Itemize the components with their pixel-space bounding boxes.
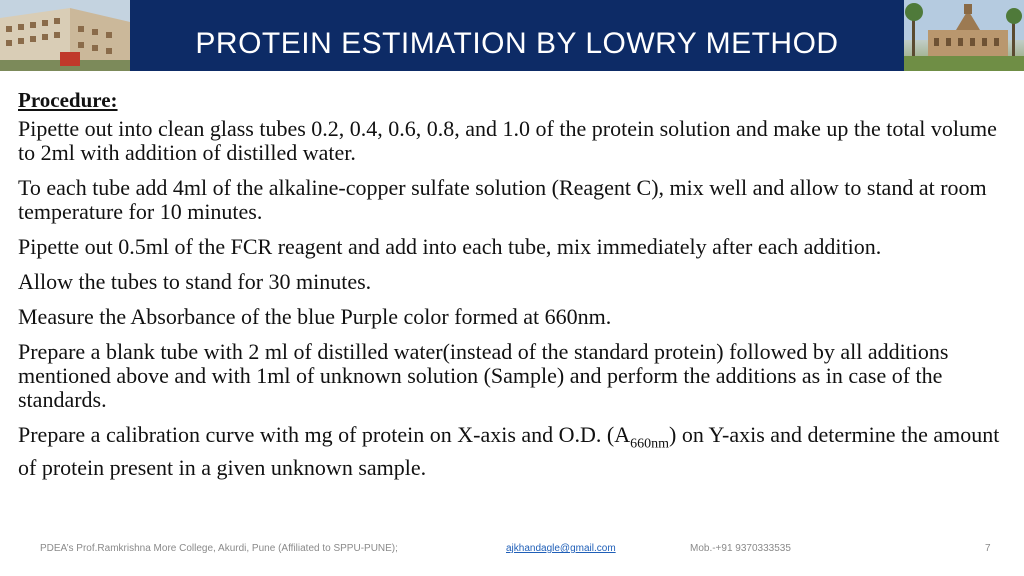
procedure-heading: Procedure: (18, 88, 118, 112)
university-building-image (904, 0, 1024, 71)
procedure-step-6: Prepare a blank tube with 2 ml of distilled water(instead of the standard protein) followed by all additions mentioned above and with 1ml of unknown solution (Sample) and perform the additions as in case of the standards. (18, 339, 949, 412)
university-building-photo (904, 0, 1024, 71)
slide-header (0, 0, 1024, 71)
page-number: 7 (985, 543, 991, 554)
slide-title: PROTEIN ESTIMATION BY LOWRY METHOD (195, 26, 839, 60)
absorbance-subscript: 660nm (630, 436, 670, 452)
footer-college: PDEA’s Prof.Ramkrishna More College, Akurdi, Pune (Affiliated to SPPU-PUNE); (40, 543, 398, 554)
procedure-step-7 (18, 423, 1008, 480)
footer-mobile: Mob.-+91 9370333535 (690, 543, 791, 554)
procedure-step-3: Pipette out 0.5ml of the FCR reagent and add into each tube, mix immediately after each addition. (18, 234, 882, 259)
title-band (130, 0, 904, 71)
slide-footer (0, 543, 1024, 559)
college-building-photo (0, 0, 130, 71)
procedure-step-5: Measure the Absorbance of the blue Purple color formed at 660nm. (18, 304, 612, 329)
step-7-text-start: Prepare a calibration curve with mg of protein on X-axis and O.D. (A (18, 422, 631, 447)
college-building-image (0, 0, 130, 71)
procedure-step-1: Pipette out into clean glass tubes 0.2, 0.4, 0.6, 0.8, and 1.0 of the protein solution and make up the total volume to 2ml with addition of distilled water. (18, 116, 997, 165)
procedure-step-2: To each tube add 4ml of the alkaline-copper sulfate solution (Reagent C), mix well and allow to stand at room temperature for 10 minutes. (18, 175, 987, 224)
procedure-step-4: Allow the tubes to stand for 30 minutes. (18, 269, 372, 294)
slide-body (18, 88, 1008, 491)
footer-email-link[interactable]: ajkhandagle@gmail.com (506, 543, 616, 554)
step-7-text-end: ) on Y-axis and determine the amount of protein present in a given unknown sample. (18, 422, 1000, 481)
